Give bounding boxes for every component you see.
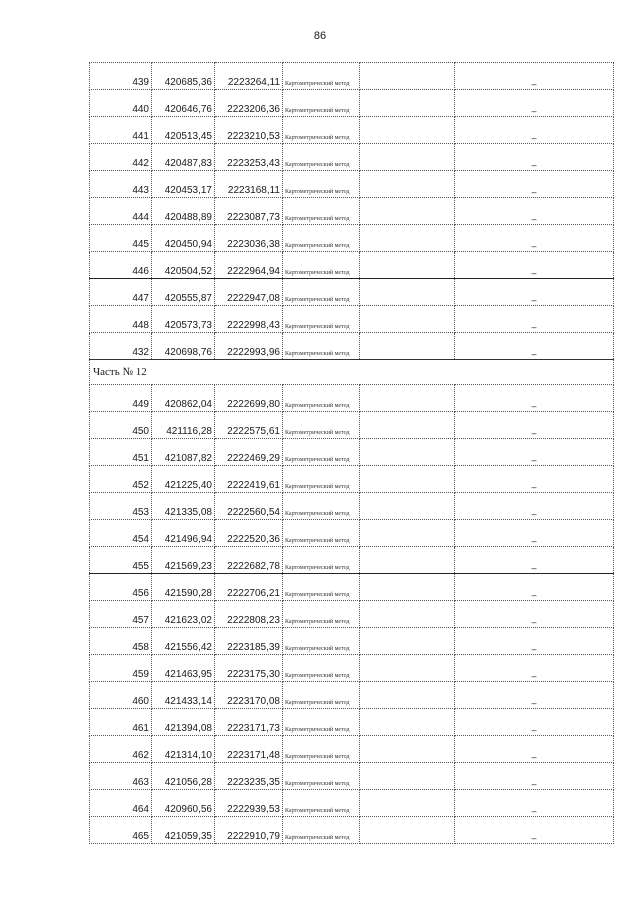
empty-cell bbox=[360, 763, 455, 790]
x-coordinate-cell: 421569,23 bbox=[152, 547, 215, 574]
dash-cell: – bbox=[455, 628, 614, 655]
dash-cell: – bbox=[455, 252, 614, 279]
y-coordinate-cell: 2222939,53 bbox=[215, 790, 283, 817]
y-coordinate-cell: 2222706,21 bbox=[215, 574, 283, 601]
point-number-cell: 444 bbox=[90, 198, 152, 225]
point-number-cell: 445 bbox=[90, 225, 152, 252]
table-row bbox=[90, 63, 614, 90]
table-row bbox=[90, 279, 614, 306]
method-cell: Картометрический метод bbox=[283, 63, 360, 90]
y-coordinate-cell: 2222947,08 bbox=[215, 279, 283, 306]
method-cell: Картометрический метод bbox=[283, 655, 360, 682]
method-cell: Картометрический метод bbox=[283, 466, 360, 493]
y-coordinate-cell: 2223235,35 bbox=[215, 763, 283, 790]
dash-cell: – bbox=[455, 655, 614, 682]
x-coordinate-cell: 421556,42 bbox=[152, 628, 215, 655]
y-coordinate-cell: 2222419,61 bbox=[215, 466, 283, 493]
dash-cell: – bbox=[455, 790, 614, 817]
x-coordinate-cell: 420685,36 bbox=[152, 63, 215, 90]
method-cell: Картометрический метод bbox=[283, 790, 360, 817]
dash-cell: – bbox=[455, 144, 614, 171]
point-number-cell: 450 bbox=[90, 412, 152, 439]
x-coordinate-cell: 420487,83 bbox=[152, 144, 215, 171]
y-coordinate-cell: 2222469,29 bbox=[215, 439, 283, 466]
x-coordinate-cell: 421335,08 bbox=[152, 493, 215, 520]
x-coordinate-cell: 421059,35 bbox=[152, 817, 215, 844]
y-coordinate-cell: 2223087,73 bbox=[215, 198, 283, 225]
point-number-cell: 439 bbox=[90, 63, 152, 90]
method-cell: Картометрический метод bbox=[283, 628, 360, 655]
method-cell: Картометрический метод bbox=[283, 736, 360, 763]
point-number-cell: 449 bbox=[90, 385, 152, 412]
point-number-cell: 451 bbox=[90, 439, 152, 466]
method-cell: Картометрический метод bbox=[283, 198, 360, 225]
point-number-cell: 441 bbox=[90, 117, 152, 144]
table-row bbox=[90, 306, 614, 333]
point-number-cell: 463 bbox=[90, 763, 152, 790]
method-cell: Картометрический метод bbox=[283, 817, 360, 844]
y-coordinate-cell: 2222993,96 bbox=[215, 333, 283, 360]
coordinates-table bbox=[89, 62, 614, 844]
point-number-cell: 446 bbox=[90, 252, 152, 279]
dash-cell: – bbox=[455, 117, 614, 144]
empty-cell bbox=[360, 63, 455, 90]
x-coordinate-cell: 421496,94 bbox=[152, 520, 215, 547]
y-coordinate-cell: 2223036,38 bbox=[215, 225, 283, 252]
x-coordinate-cell: 421463,95 bbox=[152, 655, 215, 682]
method-cell: Картометрический метод bbox=[283, 439, 360, 466]
point-number-cell: 443 bbox=[90, 171, 152, 198]
method-cell: Картометрический метод bbox=[283, 90, 360, 117]
method-cell: Картометрический метод bbox=[283, 493, 360, 520]
empty-cell bbox=[360, 655, 455, 682]
dash-cell: – bbox=[455, 817, 614, 844]
dash-cell: – bbox=[455, 466, 614, 493]
y-coordinate-cell: 2223170,08 bbox=[215, 682, 283, 709]
method-cell: Картометрический метод bbox=[283, 412, 360, 439]
point-number-cell: 459 bbox=[90, 655, 152, 682]
empty-cell bbox=[360, 493, 455, 520]
section-row bbox=[90, 360, 614, 385]
table-row bbox=[90, 117, 614, 144]
empty-cell bbox=[360, 117, 455, 144]
empty-cell bbox=[360, 709, 455, 736]
empty-cell bbox=[360, 817, 455, 844]
dash-cell: – bbox=[455, 63, 614, 90]
point-number-cell: 465 bbox=[90, 817, 152, 844]
x-coordinate-cell: 420453,17 bbox=[152, 171, 215, 198]
table-row bbox=[90, 547, 614, 574]
y-coordinate-cell: 2223175,30 bbox=[215, 655, 283, 682]
point-number-cell: 448 bbox=[90, 306, 152, 333]
method-cell: Картометрический метод bbox=[283, 252, 360, 279]
x-coordinate-cell: 420555,87 bbox=[152, 279, 215, 306]
empty-cell bbox=[360, 198, 455, 225]
method-cell: Картометрический метод bbox=[283, 306, 360, 333]
table-row bbox=[90, 225, 614, 252]
empty-cell bbox=[360, 790, 455, 817]
x-coordinate-cell: 420488,89 bbox=[152, 198, 215, 225]
y-coordinate-cell: 2222699,80 bbox=[215, 385, 283, 412]
empty-cell bbox=[360, 90, 455, 117]
table-body-part-12 bbox=[90, 385, 614, 844]
empty-cell bbox=[360, 682, 455, 709]
table-row bbox=[90, 439, 614, 466]
x-coordinate-cell: 420960,56 bbox=[152, 790, 215, 817]
method-cell: Картометрический метод bbox=[283, 601, 360, 628]
method-cell: Картометрический метод bbox=[283, 709, 360, 736]
empty-cell bbox=[360, 385, 455, 412]
point-number-cell: 442 bbox=[90, 144, 152, 171]
dash-cell: – bbox=[455, 763, 614, 790]
point-number-cell: 461 bbox=[90, 709, 152, 736]
point-number-cell: 462 bbox=[90, 736, 152, 763]
x-coordinate-cell: 420862,04 bbox=[152, 385, 215, 412]
y-coordinate-cell: 2223264,11 bbox=[215, 63, 283, 90]
table-row bbox=[90, 790, 614, 817]
method-cell: Картометрический метод bbox=[283, 171, 360, 198]
point-number-cell: 432 bbox=[90, 333, 152, 360]
empty-cell bbox=[360, 547, 455, 574]
table-row bbox=[90, 171, 614, 198]
point-number-cell: 464 bbox=[90, 790, 152, 817]
method-cell: Картометрический метод bbox=[283, 520, 360, 547]
point-number-cell: 440 bbox=[90, 90, 152, 117]
table-row bbox=[90, 601, 614, 628]
y-coordinate-cell: 2222998,43 bbox=[215, 306, 283, 333]
empty-cell bbox=[360, 279, 455, 306]
point-number-cell: 457 bbox=[90, 601, 152, 628]
method-cell: Картометрический метод bbox=[283, 763, 360, 790]
dash-cell: – bbox=[455, 520, 614, 547]
method-cell: Картометрический метод bbox=[283, 682, 360, 709]
empty-cell bbox=[360, 520, 455, 547]
empty-cell bbox=[360, 306, 455, 333]
point-number-cell: 453 bbox=[90, 493, 152, 520]
y-coordinate-cell: 2222808,23 bbox=[215, 601, 283, 628]
method-cell: Картометрический метод bbox=[283, 385, 360, 412]
empty-cell bbox=[360, 601, 455, 628]
x-coordinate-cell: 421394,08 bbox=[152, 709, 215, 736]
x-coordinate-cell: 420698,76 bbox=[152, 333, 215, 360]
y-coordinate-cell: 2223253,43 bbox=[215, 144, 283, 171]
table-row bbox=[90, 655, 614, 682]
x-coordinate-cell: 420646,76 bbox=[152, 90, 215, 117]
table-row bbox=[90, 493, 614, 520]
dash-cell: – bbox=[455, 574, 614, 601]
dash-cell: – bbox=[455, 709, 614, 736]
empty-cell bbox=[360, 144, 455, 171]
y-coordinate-cell: 2223210,53 bbox=[215, 117, 283, 144]
dash-cell: – bbox=[455, 225, 614, 252]
method-cell: Картометрический метод bbox=[283, 117, 360, 144]
y-coordinate-cell: 2223168,11 bbox=[215, 171, 283, 198]
point-number-cell: 452 bbox=[90, 466, 152, 493]
y-coordinate-cell: 2223171,73 bbox=[215, 709, 283, 736]
dash-cell: – bbox=[455, 333, 614, 360]
x-coordinate-cell: 420504,52 bbox=[152, 252, 215, 279]
point-number-cell: 456 bbox=[90, 574, 152, 601]
x-coordinate-cell: 420513,45 bbox=[152, 117, 215, 144]
method-cell: Картометрический метод bbox=[283, 225, 360, 252]
point-number-cell: 447 bbox=[90, 279, 152, 306]
x-coordinate-cell: 421314,10 bbox=[152, 736, 215, 763]
y-coordinate-cell: 2222560,54 bbox=[215, 493, 283, 520]
point-number-cell: 458 bbox=[90, 628, 152, 655]
method-cell: Картометрический метод bbox=[283, 574, 360, 601]
table-row bbox=[90, 412, 614, 439]
dash-cell: – bbox=[455, 601, 614, 628]
table-body-part-11 bbox=[90, 63, 614, 360]
x-coordinate-cell: 421623,02 bbox=[152, 601, 215, 628]
dash-cell: – bbox=[455, 90, 614, 117]
x-coordinate-cell: 421590,28 bbox=[152, 574, 215, 601]
empty-cell bbox=[360, 252, 455, 279]
method-cell: Картометрический метод bbox=[283, 333, 360, 360]
empty-cell bbox=[360, 412, 455, 439]
y-coordinate-cell: 2222910,79 bbox=[215, 817, 283, 844]
empty-cell bbox=[360, 628, 455, 655]
x-coordinate-cell: 421433,14 bbox=[152, 682, 215, 709]
method-cell: Картометрический метод bbox=[283, 279, 360, 306]
table-row bbox=[90, 574, 614, 601]
dash-cell: – bbox=[455, 412, 614, 439]
y-coordinate-cell: 2222575,61 bbox=[215, 412, 283, 439]
point-number-cell: 460 bbox=[90, 682, 152, 709]
point-number-cell: 454 bbox=[90, 520, 152, 547]
y-coordinate-cell: 2222520,36 bbox=[215, 520, 283, 547]
method-cell: Картометрический метод bbox=[283, 144, 360, 171]
dash-cell: – bbox=[455, 306, 614, 333]
table-row bbox=[90, 520, 614, 547]
table-row bbox=[90, 90, 614, 117]
dash-cell: – bbox=[455, 547, 614, 574]
x-coordinate-cell: 421225,40 bbox=[152, 466, 215, 493]
dash-cell: – bbox=[455, 171, 614, 198]
dash-cell: – bbox=[455, 736, 614, 763]
empty-cell bbox=[360, 439, 455, 466]
table-row bbox=[90, 736, 614, 763]
dash-cell: – bbox=[455, 198, 614, 225]
table-row bbox=[90, 817, 614, 844]
empty-cell bbox=[360, 736, 455, 763]
table-row bbox=[90, 144, 614, 171]
x-coordinate-cell: 421087,82 bbox=[152, 439, 215, 466]
y-coordinate-cell: 2222682,78 bbox=[215, 547, 283, 574]
table-row bbox=[90, 252, 614, 279]
empty-cell bbox=[360, 574, 455, 601]
table-row bbox=[90, 385, 614, 412]
x-coordinate-cell: 420450,94 bbox=[152, 225, 215, 252]
table-row bbox=[90, 628, 614, 655]
dash-cell: – bbox=[455, 385, 614, 412]
page-number: 86 bbox=[313, 30, 327, 42]
table-row bbox=[90, 682, 614, 709]
empty-cell bbox=[360, 225, 455, 252]
y-coordinate-cell: 2223185,39 bbox=[215, 628, 283, 655]
x-coordinate-cell: 421116,28 bbox=[152, 412, 215, 439]
empty-cell bbox=[360, 466, 455, 493]
dash-cell: – bbox=[455, 493, 614, 520]
x-coordinate-cell: 420573,73 bbox=[152, 306, 215, 333]
empty-cell bbox=[360, 171, 455, 198]
dash-cell: – bbox=[455, 439, 614, 466]
section-title: Часть № 12 bbox=[90, 360, 614, 385]
section-header-body bbox=[90, 360, 614, 385]
y-coordinate-cell: 2223171,48 bbox=[215, 736, 283, 763]
table-row bbox=[90, 763, 614, 790]
x-coordinate-cell: 421056,28 bbox=[152, 763, 215, 790]
table-row bbox=[90, 709, 614, 736]
table-row bbox=[90, 333, 614, 360]
y-coordinate-cell: 2223206,36 bbox=[215, 90, 283, 117]
dash-cell: – bbox=[455, 279, 614, 306]
empty-cell bbox=[360, 333, 455, 360]
y-coordinate-cell: 2222964,94 bbox=[215, 252, 283, 279]
dash-cell: – bbox=[455, 682, 614, 709]
table-row bbox=[90, 466, 614, 493]
table-row bbox=[90, 198, 614, 225]
method-cell: Картометрический метод bbox=[283, 547, 360, 574]
point-number-cell: 455 bbox=[90, 547, 152, 574]
